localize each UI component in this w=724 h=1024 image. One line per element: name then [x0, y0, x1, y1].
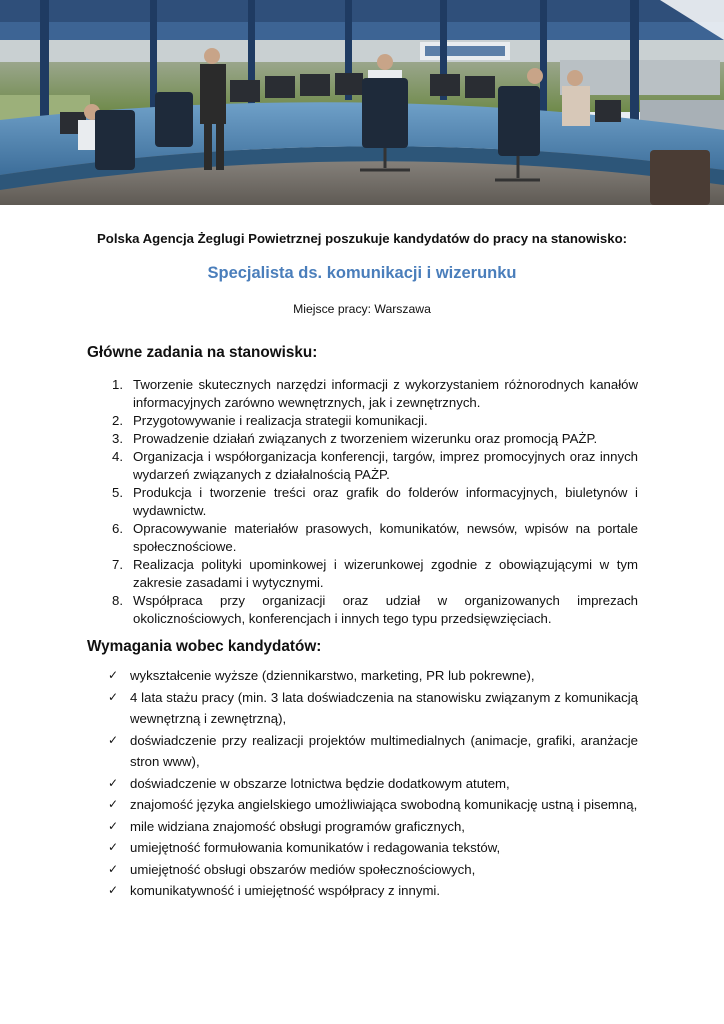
header-photo: [0, 0, 724, 205]
task-number: 3.: [112, 431, 123, 447]
requirement-text: doświadczenie w obszarze lotnictwa będzie dodatkowym atutem,: [130, 775, 510, 791]
job-location: Miejsce pracy: Warszawa: [293, 302, 431, 316]
task-number: 2.: [112, 412, 123, 428]
checkmark-icon: ✓: [108, 840, 119, 854]
requirements-list: [108, 665, 638, 902]
task-item: [112, 430, 638, 448]
task-number: 4.: [112, 449, 123, 465]
task-item: [112, 376, 638, 411]
requirement-text: znajomość języka angielskiego umożliwiająca swobodną komunikację ustną i pisemną,: [130, 797, 638, 812]
checkmark-icon: ✓: [108, 689, 119, 704]
task-item: [112, 592, 638, 627]
requirement-item: [108, 687, 638, 730]
requirement-text: umiejętność obsługi obszarów mediów społecznościowych,: [130, 861, 476, 877]
requirement-item: [108, 773, 638, 795]
task-text: Produkcja i tworzenie treści oraz grafik do folderów informacyjnych, biuletynów i wydawnictw.: [133, 485, 638, 518]
requirement-text: komunikatywność i umiejętność współpracy z innymi.: [130, 883, 441, 898]
task-text: Prowadzenie działań związanych z tworzeniem wizerunku oraz promocją PAŻP.: [133, 431, 598, 447]
task-text: Opracowywanie materiałów prasowych, komunikatów, newsów, wpisów na portale społecznościowe.: [133, 521, 638, 554]
task-text: Organizacja i współorganizacja konferencji, targów, imprez promocyjnych oraz innych wydarzeń związanych z działalnością PAŻP.: [133, 449, 638, 483]
requirement-item: [108, 880, 638, 902]
checkmark-icon: ✓: [108, 861, 119, 876]
requirement-item: [108, 859, 638, 881]
task-number: 6.: [112, 521, 123, 537]
intro-text: Polska Agencja Żeglugi Powietrznej poszukuje kandydatów do pracy na stanowisko:: [96, 231, 628, 246]
requirement-item: [108, 794, 638, 816]
requirement-text: wykształcenie wyższe (dziennikarstwo, marketing, PR lub pokrewne),: [130, 668, 535, 683]
task-item: [112, 520, 638, 555]
checkmark-icon: ✓: [108, 883, 119, 897]
requirement-item: [108, 816, 638, 838]
checkmark-icon: ✓: [108, 732, 119, 747]
checkmark-icon: ✓: [108, 797, 119, 811]
requirement-text: umiejętność formułowania komunikatów i redagowania tekstów,: [130, 840, 501, 855]
task-item: [112, 484, 638, 519]
requirement-item: [108, 730, 638, 773]
task-text: Realizacja polityki upominkowej i wizerunkowej zgodnie z obowiązującymi w tym zakresie zasadami i wytycznymi.: [133, 557, 638, 590]
requirement-text: doświadczenie przy realizacji projektów multimedialnych (animacje, grafiki, aranżacje stron www),: [130, 732, 638, 769]
requirement-item: [108, 837, 638, 859]
task-number: 5.: [112, 485, 123, 501]
checkmark-icon: ✓: [108, 818, 119, 833]
job-title: Specjalista ds. komunikacji i wizerunku: [207, 264, 517, 282]
tasks-list: [112, 376, 638, 628]
task-number: 8.: [112, 592, 123, 608]
requirement-text: mile widziana znajomość obsługi programów graficznych,: [130, 818, 465, 834]
task-text: Przygotowywanie i realizacja strategii komunikacji.: [133, 412, 428, 428]
task-text: Tworzenie skutecznych narzędzi informacji z wykorzystaniem różnorodnych kanałów informacyjnych zarówno wewnętrznych, jak i zewnętrznych.: [133, 377, 638, 410]
tasks-heading: Główne zadania na stanowisku:: [87, 344, 318, 361]
checkmark-icon: ✓: [108, 775, 119, 790]
task-item: [112, 448, 638, 483]
task-item: [112, 412, 638, 430]
task-number: 1.: [112, 377, 123, 392]
requirements-heading: Wymagania wobec kandydatów:: [87, 638, 322, 655]
checkmark-icon: ✓: [108, 668, 119, 682]
task-item: [112, 556, 638, 591]
task-text: Współpraca przy organizacji oraz udział w organizowanych imprezach okolicznościowych, konferencjach i innych tego typu przedsięwzięciach.: [133, 592, 638, 626]
task-number: 7.: [112, 557, 123, 573]
requirement-item: [108, 665, 638, 687]
requirement-text: 4 lata stażu pracy (min. 3 lata doświadczenia na stanowisku związanym z komunikacją wewnętrzną i zewnętrzną),: [130, 689, 638, 726]
